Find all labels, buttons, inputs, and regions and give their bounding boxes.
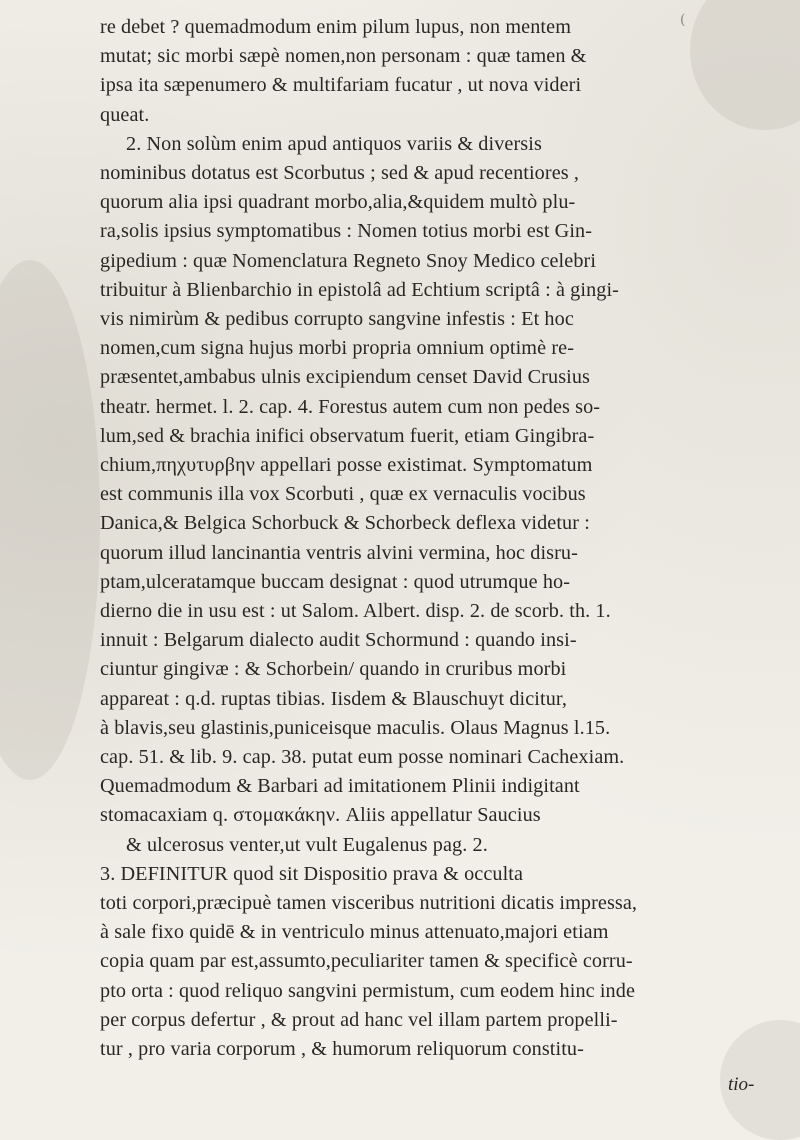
text-line: toti corpori,præcipuè tamen visceribus nutritioni dicatis impressa, — [100, 892, 638, 914]
text-line: quorum illud lancinantia ventris alvini vermina, hoc disru- — [100, 541, 578, 564]
text-line: Quemadmodum & Barbari ad imitationem Plinii indigitant — [100, 775, 580, 798]
text-line: 3. DEFINITUR quod sit Dispositio prava & occulta — [100, 862, 524, 885]
paper-stain — [0, 260, 100, 780]
text-line: appareat : q.d. ruptas tibias. Iisdem & Blauschuyt dicitur, — [100, 687, 568, 710]
text-line: nomen,cum signa hujus morbi propria omnium optimè re- — [100, 337, 575, 360]
text-line: & ulcerosus venter,ut vult Eugalenus pag. 2. — [126, 833, 488, 856]
corner-mark: ( — [680, 12, 686, 28]
text-line: nominibus dotatus est Scorbutus ; sed & apud recentiores , — [100, 162, 580, 184]
text-line: stomacaxiam q. στομακάκην. Aliis appellatur Saucius — [100, 804, 541, 827]
text-line: queat. — [100, 103, 150, 126]
text-line: tribuitur à Blienbarchio in epistolâ ad Echtium scriptâ : à gingi- — [100, 278, 620, 301]
text-line: copia quam par est,assumto,peculiariter tamen & specificè corru- — [100, 950, 633, 973]
text-line: ra,solis ipsius symptomatibus : Nomen totius morbi est Gin- — [100, 220, 593, 243]
text-line: ciuntur gingivæ : & Schorbein/ quando in cruribus morbi — [100, 658, 567, 681]
text-line: theatr. hermet. l. 2. cap. 4. Forestus autem cum non pedes so- — [100, 395, 601, 418]
text-line: 2. Non solùm enim apud antiquos variis & diversis — [126, 132, 542, 155]
text-line: est communis illa vox Scorbuti , quæ ex vernaculis vocibus — [100, 483, 586, 506]
text-line: cap. 51. & lib. 9. cap. 38. putat eum posse nominari Cachexiam. — [100, 746, 625, 768]
text-line: re debet ? quemadmodum enim pilum lupus, non mentem — [100, 16, 571, 38]
text-line: gipedium : quæ Nomenclatura Regneto Snoy Medico celebri — [100, 249, 597, 272]
text-line: ipsa ita sæpenumero & multifariam fucatur , ut nova videri — [100, 74, 582, 97]
paper-stain — [690, 0, 800, 130]
text-line: innuit : Belgarum dialecto audit Schormund : quando insi- — [100, 629, 577, 652]
text-line: vis nimirùm & pedibus corrupto sangvine infestis : Et hoc — [100, 308, 574, 330]
text-line: præsentet,ambabus ulnis excipiendum censet David Crusius — [100, 366, 591, 389]
text-line: pto orta : quod reliquo sangvini permistum, cum eodem hinc inde — [100, 979, 635, 1002]
text-line: ptam,ulceratamque buccam designat : quod utrumque ho- — [100, 570, 571, 593]
text-line: Danica,& Belgica Schorbuck & Schorbeck deflexa videtur : — [100, 512, 590, 535]
text-line: per corpus defertur , & prout ad hanc vel illam partem propelli- — [100, 1008, 618, 1031]
text-line: mutat; sic morbi sæpè nomen,non personam : quæ tamen & — [100, 45, 587, 68]
text-line: chium,πηχυτυρβην appellari posse existimat. Symptomatum — [100, 454, 593, 476]
text-line: quorum alia ipsi quadrant morbo,alia,&quidem multò plu- — [100, 191, 576, 214]
text-line: à blavis,seu glastinis,puniceisque maculis. Olaus Magnus l.15. — [100, 716, 611, 739]
text-line: à sale fixo quidē & in ventriculo minus attenuato,majori etiam — [100, 921, 609, 944]
text-line: dierno die in usu est : ut Salom. Albert. disp. 2. de scorb. th. 1. — [100, 600, 611, 622]
text-line: tur , pro varia corporum , & humorum reliquorum constitu- — [100, 1038, 584, 1060]
text-line: lum,sed & brachia inifici observatum fuerit, etiam Gingibra- — [100, 424, 595, 447]
catchword: tio- — [728, 1074, 755, 1095]
